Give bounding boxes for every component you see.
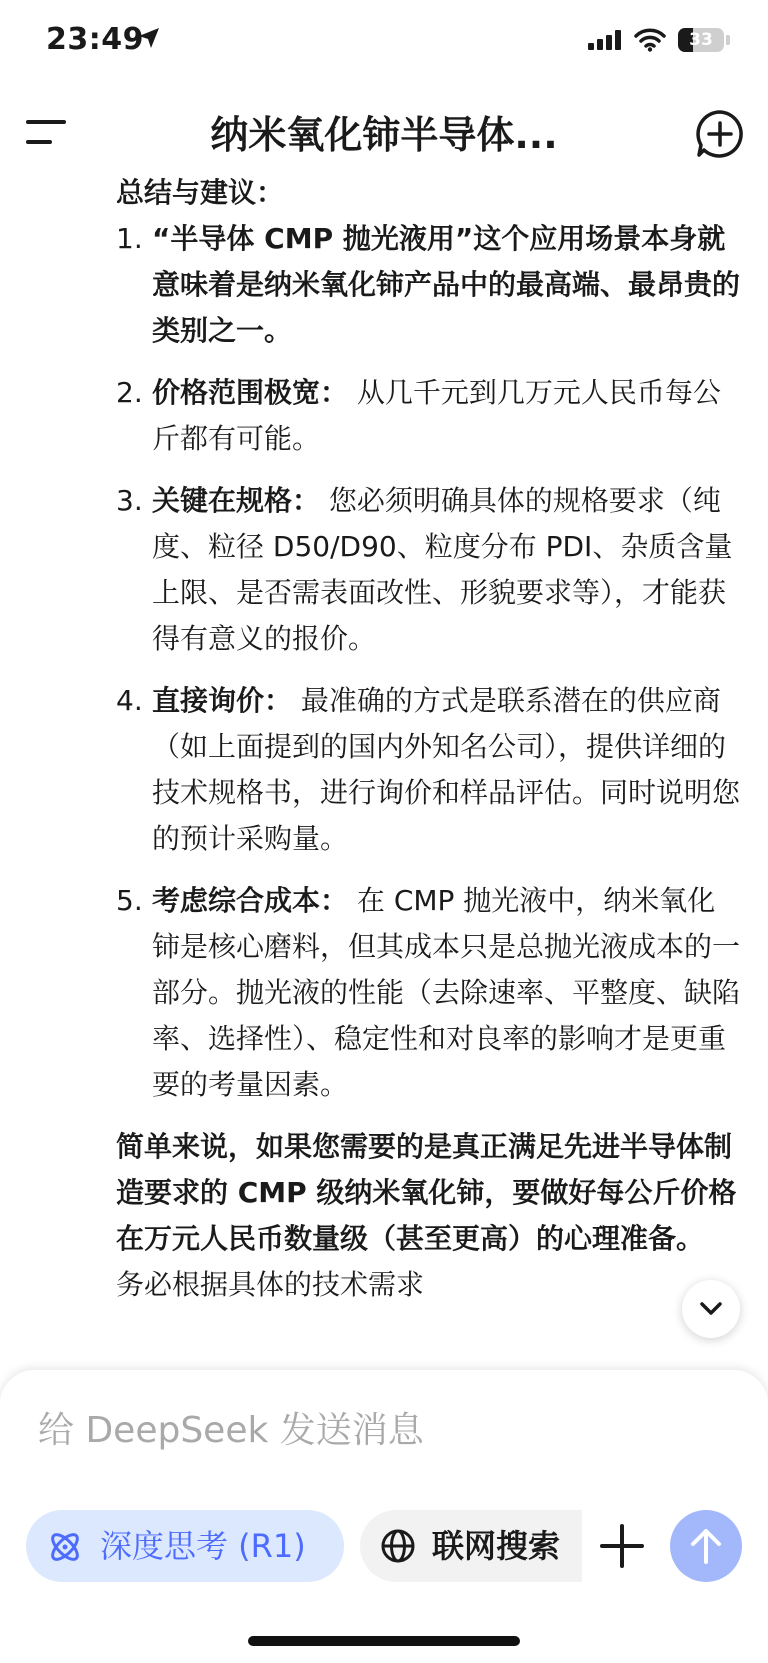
item-bold: 关键在规格： bbox=[152, 484, 321, 517]
status-bar bbox=[0, 0, 768, 84]
chat-header bbox=[0, 84, 768, 174]
battery-level: 33 bbox=[689, 30, 713, 50]
menu-icon[interactable] bbox=[22, 114, 70, 150]
item-bold: “半导体 CMP 抛光液用”这个应用场景本身就意味着是纳米氧化铈产品中的最高端、最昂贵的类别之一。 bbox=[152, 222, 740, 347]
item-bold: 直接询价： bbox=[152, 684, 293, 717]
deep-think-button[interactable] bbox=[26, 1510, 344, 1582]
new-chat-icon[interactable] bbox=[694, 108, 746, 160]
status-time: 23:49 bbox=[46, 22, 144, 57]
send-button[interactable] bbox=[670, 1510, 742, 1582]
item-text: 从几千元到几万元人民币每公斤都有可能。 bbox=[152, 376, 721, 455]
message-composer bbox=[0, 1370, 768, 1663]
home-indicator bbox=[248, 1636, 520, 1646]
web-search-label: 联网搜索 bbox=[432, 1527, 561, 1565]
item-bold: 考虑综合成本： bbox=[152, 884, 349, 917]
list-item bbox=[116, 678, 740, 862]
item-text: 在 CMP 抛光液中，纳米氧化铈是核心磨料，但其成本只是总抛光液成本的一部分。抛光液的性能（去除速率、平整度、缺陷率、选择性）、稳定性和对良率的影响才是更重要的考量因素。 bbox=[152, 884, 740, 1101]
assistant-message bbox=[116, 170, 740, 1362]
scroll-down-button[interactable] bbox=[682, 1280, 740, 1338]
final-bold: 简单来说，如果您需要的是真正满足先进半导体制造要求的 CMP 级纳米氧化铈，要做好每公斤价格在万元人民币数量级（甚至更高）的心理准备。 bbox=[116, 1130, 737, 1255]
list-number: 2. bbox=[116, 376, 143, 409]
signal-icon bbox=[588, 30, 622, 50]
battery-indicator bbox=[678, 28, 724, 52]
list-item bbox=[116, 216, 740, 354]
item-bold: 价格范围极宽： bbox=[152, 376, 349, 409]
location-arrow-icon bbox=[138, 27, 160, 49]
atom-icon bbox=[46, 1528, 84, 1566]
web-search-button[interactable] bbox=[360, 1510, 582, 1582]
globe-icon bbox=[380, 1528, 416, 1564]
list-item bbox=[116, 478, 740, 662]
list-item bbox=[116, 370, 740, 462]
list-item bbox=[116, 878, 740, 1108]
plus-icon[interactable] bbox=[594, 1518, 650, 1574]
final-paragraph bbox=[116, 1124, 740, 1308]
deep-think-label: 深度思考 (R1) bbox=[100, 1527, 306, 1565]
message-input[interactable] bbox=[38, 1400, 718, 1460]
list-number: 4. bbox=[116, 684, 143, 717]
battery-tip bbox=[726, 35, 730, 45]
recommendation-list bbox=[116, 216, 740, 1108]
page-title: 纳米氧化铈半导体... bbox=[210, 113, 558, 157]
list-number: 1. bbox=[116, 222, 143, 255]
list-number: 3. bbox=[116, 484, 143, 517]
summary-heading: 总结与建议： bbox=[116, 176, 285, 209]
chevron-down-icon bbox=[699, 1300, 723, 1318]
final-text: 务必根据具体的技术需求 bbox=[116, 1268, 425, 1301]
wifi-icon bbox=[634, 28, 666, 52]
list-number: 5. bbox=[116, 884, 143, 917]
arrow-up-icon bbox=[688, 1526, 724, 1566]
item-text: 最准确的方式是联系潜在的供应商（如上面提到的国内外知名公司），提供详细的技术规格书，进行询价和样品评估。同时说明您的预计采购量。 bbox=[152, 684, 740, 855]
item-text: 您必须明确具体的规格要求（纯度、粒径 D50/D90、粒度分布 PDI、杂质含量上限、是否需表面改性、形貌要求等），才能获得有意义的报价。 bbox=[152, 484, 733, 655]
